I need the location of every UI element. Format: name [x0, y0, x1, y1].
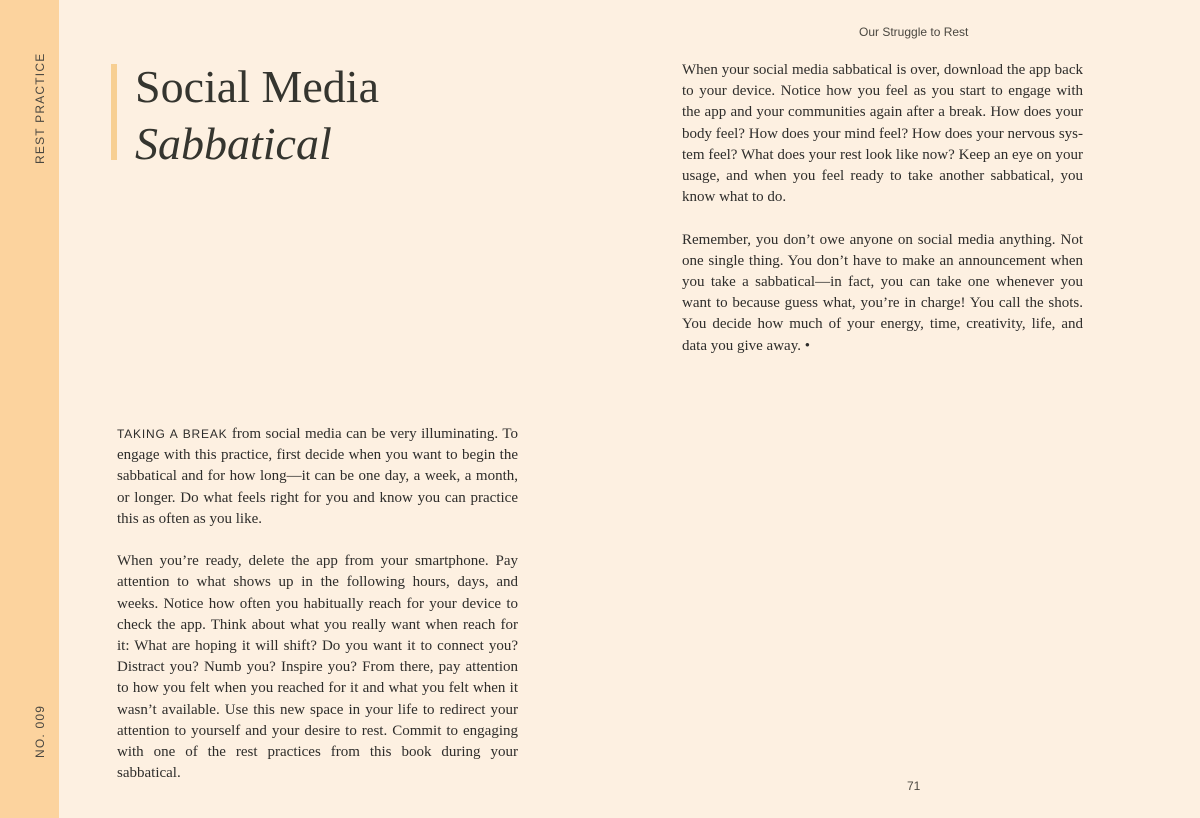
- practice-number-label: NO. 009: [33, 704, 47, 758]
- title-accent-bar: [111, 64, 117, 160]
- right-column: [682, 60, 1083, 357]
- right-paragraph-2: Remember, you don’t owe anyone on social media anything. Not one single thing. You don’t have to make an announcement when you take a sabbatical—in fact, you can take one whenever you want to because guess what, you’re in charge! You call the shots. You decide how much of your energy, time, creativity, life, and data you give away. •: [682, 231, 1083, 354]
- right-paragraph-1: When your social media sabbatical is over, download the app back to your device. Notice how you feel as you start to engage with the app and your communities again after a break. How does your body feel? How does your mind feel? How does your nervous system feel? What does your rest look like now? Keep an eye on your usage, and when you feel ready to take another sabbatical, you know what to do.: [682, 62, 1083, 206]
- left-paragraph-2: When you’re ready, delete the app from your smartphone. Pay attention to what shows up in the following hours, days, and weeks. Notice how often you habitually reach for your device to check the app. Think about what you really want when reach for it: What are hoping it will shift? Do you want it to connect you? Distract you? Numb you? Inspire you? From there, pay attention to how you felt when you reached for it and what you felt when it wasn’t available. Use this new space in your life to redirect your attention to yourself and your desire to rest. Commit to engaging with one of the rest practices from this book during your sabbatical.: [117, 553, 518, 782]
- left-paragraph-1: [117, 424, 518, 530]
- title-line-1: Social Media: [135, 61, 379, 112]
- side-band: [0, 0, 59, 818]
- section-label: REST PRACTICE: [33, 52, 47, 164]
- page-title: [135, 58, 379, 172]
- title-line-2: Sabbatical: [135, 118, 332, 169]
- page-number: 71: [907, 779, 921, 793]
- left-paragraph-1-text: from social media can be very illuminating. To engage with this practice, first decide when you want to begin the sabbatical and for how long—it can be one day, a week, a month, or longer. Do what feels right for you and know you can practice this as often as you like.: [117, 426, 518, 527]
- running-header: Our Struggle to Rest: [859, 25, 969, 39]
- lead-in-text: TAKING A BREAK: [117, 427, 228, 441]
- left-column: [117, 424, 518, 784]
